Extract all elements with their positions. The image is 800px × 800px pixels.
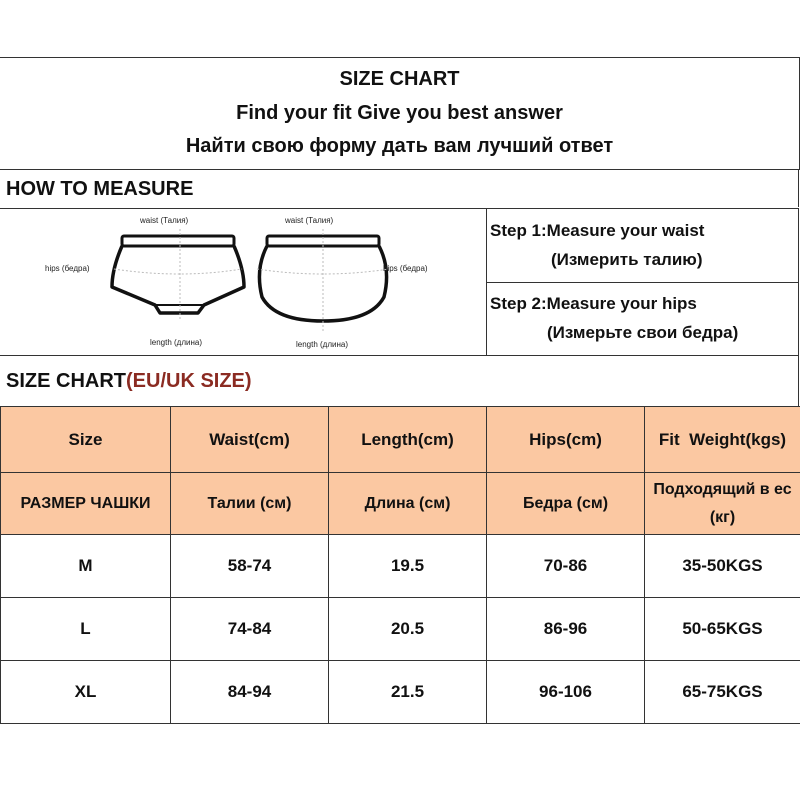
header-hips-ru: Бедра (см) bbox=[487, 473, 645, 535]
subtitle-russian: Найти свою форму дать вам лучший ответ bbox=[185, 135, 614, 157]
header-size: Size bbox=[1, 407, 171, 473]
how-to-measure-title bbox=[0, 169, 799, 207]
step-2-english: Step 2:Measure your hips bbox=[490, 294, 697, 313]
length-label-back: length (длина) bbox=[296, 340, 349, 349]
cell-hips: 70-86 bbox=[487, 535, 645, 598]
waist-label-back: waist (Талия) bbox=[285, 216, 334, 225]
header-waist-ru: Талии (см) bbox=[171, 473, 329, 535]
header-size-ru: РАЗМЕР ЧАШКИ bbox=[1, 473, 171, 535]
cell-size: XL bbox=[1, 661, 171, 724]
table-header-row-english bbox=[1, 407, 800, 473]
page-title: SIZE CHART bbox=[339, 68, 460, 90]
cell-waist: 58-74 bbox=[171, 535, 329, 598]
header-fit-weight: Fit Weight(kgs) bbox=[645, 407, 800, 473]
cell-waist: 84-94 bbox=[171, 661, 329, 724]
size-chart-title-prefix: SIZE CHART bbox=[6, 370, 126, 392]
cell-size: L bbox=[1, 598, 171, 661]
length-label-front: length (длина) bbox=[150, 338, 203, 347]
step-2-russian: (Измерьте свои бедра) bbox=[547, 323, 739, 342]
table-row bbox=[1, 598, 800, 661]
measure-section bbox=[0, 208, 799, 355]
cell-hips: 86-96 bbox=[487, 598, 645, 661]
how-to-measure-label: HOW TO MEASURE bbox=[6, 178, 194, 200]
step-1-russian: (Измерить талию) bbox=[551, 250, 703, 269]
hips-label-back: hips (бедра) bbox=[383, 264, 428, 273]
waist-label-front: waist (Талия) bbox=[140, 216, 189, 225]
measure-diagram bbox=[0, 209, 487, 355]
hips-label-front: hips (бедра) bbox=[45, 264, 90, 273]
header-length-ru: Длина (см) bbox=[329, 473, 487, 535]
size-chart-title bbox=[0, 355, 799, 406]
subtitle-english: Find your fit Give you best answer bbox=[236, 102, 563, 124]
front-brief-icon bbox=[112, 236, 244, 313]
cell-length: 21.5 bbox=[329, 661, 487, 724]
header-length: Length(cm) bbox=[329, 407, 487, 473]
cell-fit-weight: 35-50KGS bbox=[645, 535, 800, 598]
header-fit-weight-ru: Подходящий в ес (кг) bbox=[645, 473, 800, 535]
table-row bbox=[1, 661, 800, 724]
cell-fit-weight: 50-65KGS bbox=[645, 598, 800, 661]
size-chart-header bbox=[0, 57, 800, 170]
table-header-row-russian bbox=[1, 473, 800, 535]
step-1-english: Step 1:Measure your waist bbox=[490, 221, 705, 240]
header-waist: Waist(cm) bbox=[171, 407, 329, 473]
cell-hips: 96-106 bbox=[487, 661, 645, 724]
table-row bbox=[1, 535, 800, 598]
size-table bbox=[0, 406, 800, 724]
step-2 bbox=[487, 282, 799, 355]
cell-size: M bbox=[1, 535, 171, 598]
cell-waist: 74-84 bbox=[171, 598, 329, 661]
step-1 bbox=[487, 209, 799, 283]
cell-fit-weight: 65-75KGS bbox=[645, 661, 800, 724]
underwear-diagram-icon bbox=[0, 209, 486, 355]
header-hips: Hips(cm) bbox=[487, 407, 645, 473]
cell-length: 19.5 bbox=[329, 535, 487, 598]
size-chart-title-accent: (EU/UK SIZE) bbox=[126, 370, 252, 392]
cell-length: 20.5 bbox=[329, 598, 487, 661]
